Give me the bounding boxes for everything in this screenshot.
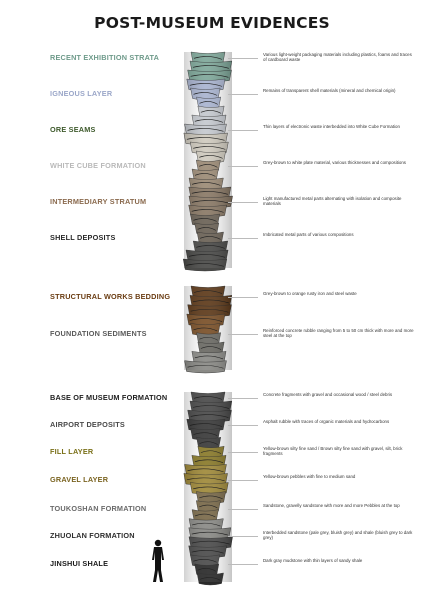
leader-line [228,297,258,298]
layer-description: Interbedded sandstone (pale grey, bluish grey) and shale (bluish grey to dark grey) [263,530,413,541]
layer-row [0,53,424,67]
layer-name: ZHUOLAN FORMATION [50,531,135,540]
layer-name: TOUKOSHAN FORMATION [50,504,147,513]
layer-name: IGNEOUS LAYER [50,89,113,98]
layer-description: Reinforced concrete rubble ranging from 5 to 50 cm thick with more and more steel at the top [263,328,414,339]
layer-description: Various light-weight packaging materials including plastics, foams and traces of cardboard waste [263,52,412,63]
layer-name: GRAVEL LAYER [50,475,109,484]
layer-row [0,559,424,573]
leader-line [228,166,258,167]
layer-description: Grey-brown to orange rusty iron and steel waste [263,291,357,296]
leader-line [228,425,258,426]
leader-line [228,202,258,203]
layer-name: AIRPORT DEPOSITS [50,420,125,429]
layer-description: Yellow-brown silty fine sand / Brown silty fine sand with gravel, silt, brick fragments [263,446,403,457]
layer-name: RECENT EXHIBITION STRATA [50,53,160,62]
layer-row [0,447,424,461]
layer-name: ORE SEAMS [50,125,96,134]
layer-description: Yellow-brown pebbles with fine to medium sand [263,474,356,479]
layer-row [0,125,424,139]
layer-row [0,89,424,103]
leader-line [228,398,258,399]
layer-description: Asphalt rubble with traces of organic materials and hydrocarbons [263,419,390,424]
layer-name: WHITE CUBE FORMATION [50,161,146,170]
leader-line [228,238,258,239]
layer-row [0,292,424,306]
layer-name: FOUNDATION SEDIMENTS [50,329,147,338]
layer-row [0,393,424,407]
layer-description: Thin layers of electronic waste interbedded into White Cube Formation [263,124,400,129]
layer-row [0,161,424,175]
layer-row [0,504,424,518]
leader-line [228,452,258,453]
layer-name: SHELL DEPOSITS [50,233,116,242]
layer-name: INTERMEDIARY STRATUM [50,197,147,206]
layer-row [0,420,424,434]
layer-description: Light manufactured metal parts alternating with isolation and composite materials [263,196,402,207]
leader-line [228,58,258,59]
layer-description: Grey-brown to white plate material, various thicknesses and compositions [263,160,407,165]
layer-description: Sandstone, gravelly sandstone with more and more Pebbles at the top [263,503,400,508]
layer-name: BASE OF MUSEUM FORMATION [50,393,168,402]
layer-description: Imbricated metal parts of various compositions [263,232,354,237]
layer-description: Dark gray mudstone with thin layers of sandy shale [263,558,363,563]
page-title: POST-MUSEUM EVIDENCES [94,14,330,32]
layer-row [0,197,424,211]
layer-name: STRUCTURAL WORKS BEDDING [50,292,171,301]
layer-row [0,329,424,343]
layer-row [0,531,424,545]
layer-name: JINSHUI SHALE [50,559,109,568]
layer-row [0,475,424,489]
layer-name: FILL LAYER [50,447,94,456]
leader-line [228,564,258,565]
leader-line [228,480,258,481]
leader-line [228,509,258,510]
leader-line [228,334,258,335]
leader-line [228,536,258,537]
layer-row [0,233,424,247]
leader-line [228,94,258,95]
layer-description: Remains of transparent shell materials (mineral and chemical origin) [263,88,396,93]
layer-description: Concrete fragments with gravel and occasional wood / steel debris [263,392,393,397]
leader-line [228,130,258,131]
